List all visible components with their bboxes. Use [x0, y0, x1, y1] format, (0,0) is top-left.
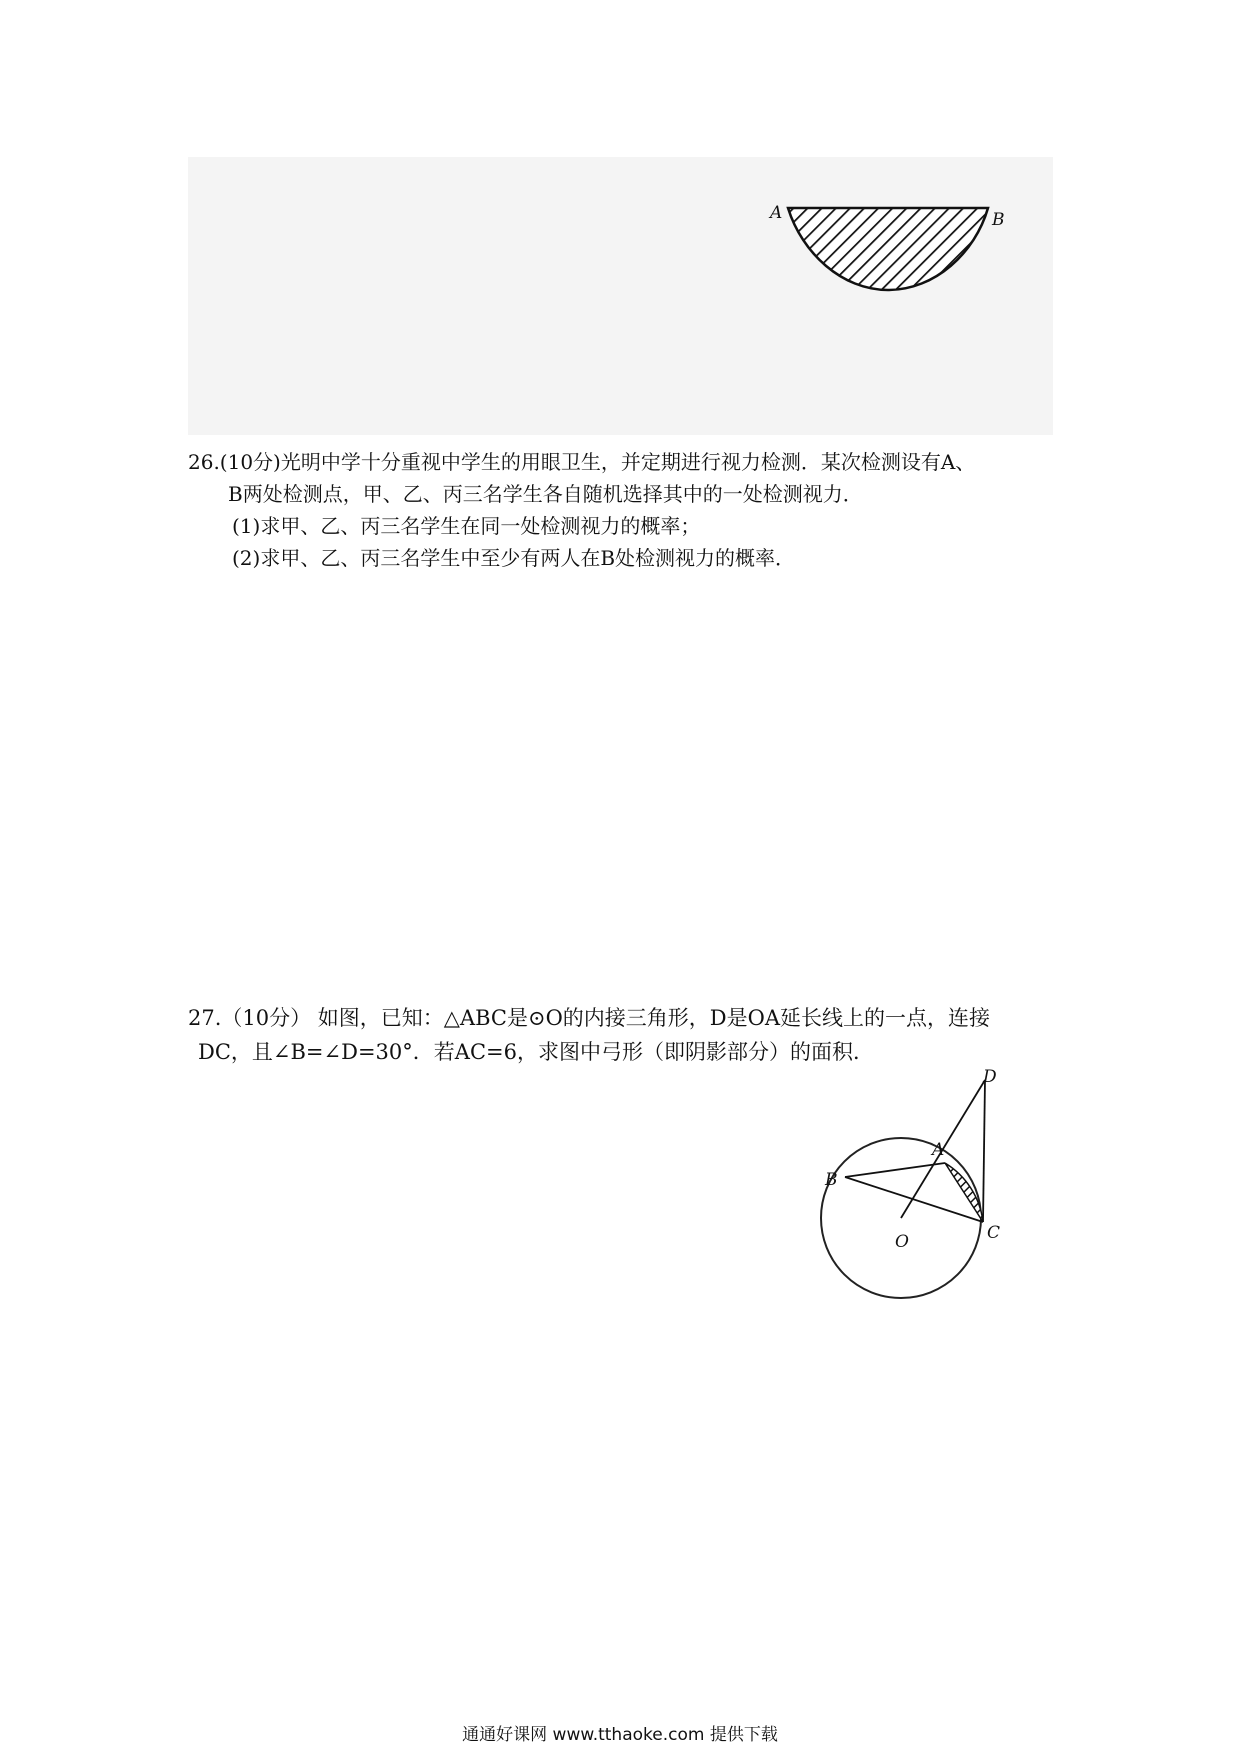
point-a-label: A — [932, 1140, 945, 1160]
q26-line2: B两处检测点，甲、乙、丙三名学生各自随机选择其中的一处检测视力． — [228, 482, 863, 506]
q26-subquestion-1: (1)求甲、乙、丙三名学生在同一处检测视力的概率； — [232, 514, 701, 538]
point-d-label: D — [983, 1067, 997, 1087]
circle-figure-2 — [815, 1060, 1045, 1320]
segment-dc — [983, 1080, 985, 1222]
point-o-label: O — [895, 1232, 909, 1252]
q27-line2: DC，且∠B=∠D=30°．若AC=6，求图中弓形（即阴影部分）的面积． — [198, 1040, 874, 1064]
point-b-label: B — [825, 1170, 838, 1190]
q26-subquestion-2: (2)求甲、乙、丙三名学生中至少有两人在B处检测视力的概率． — [232, 546, 796, 570]
segment-figure-1 — [760, 198, 1010, 308]
q26-line1: 26.(10分)光明中学十分重视中学生的用眼卫生，并定期进行视力检测．某次检测设有A、 — [188, 450, 976, 474]
shaded-segment — [788, 208, 988, 290]
point-b-label: B — [992, 210, 1005, 230]
page-footer: 通通好课网 www.tthaoke.com 提供下载 — [462, 1725, 778, 1745]
point-c-label: C — [987, 1223, 1001, 1243]
q27-line1: 27.（10分） 如图，已知：△ABC是⊙O的内接三角形，D是OA延长线上的一点，连接 — [188, 1006, 991, 1030]
point-a-label: A — [770, 203, 783, 223]
